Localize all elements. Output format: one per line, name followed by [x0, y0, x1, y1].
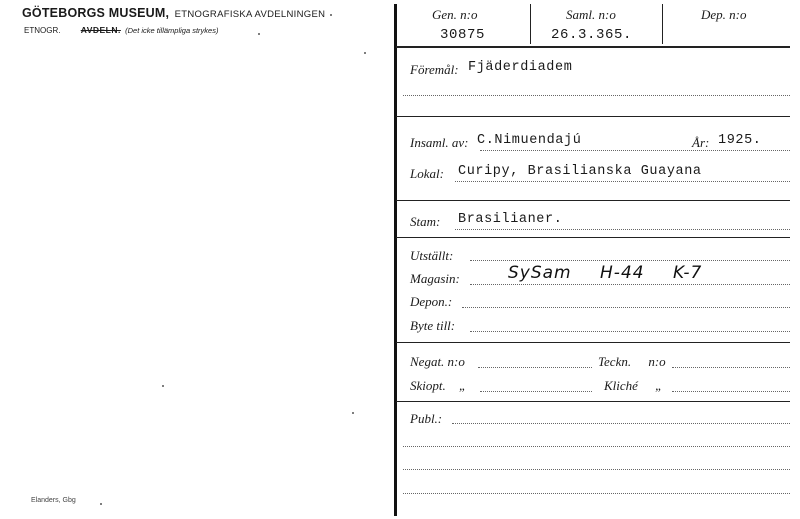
scan-speck [352, 412, 354, 414]
section-note: (Det icke tillämpliga strykes) [125, 26, 219, 35]
dotted-line [672, 391, 790, 392]
column-divider [530, 4, 531, 44]
skiopt-label: Skiopt. „ [410, 378, 467, 393]
dotted-line [470, 284, 790, 285]
scan-speck [364, 52, 366, 54]
dotted-line [403, 95, 790, 96]
stam-value: Brasilianer. [458, 212, 563, 227]
insaml-label: Insaml. av: [410, 135, 469, 150]
gen-number-label: Gen. n:o [432, 7, 478, 22]
dotted-line [672, 367, 790, 368]
section-rule [396, 237, 790, 238]
stam-label: Stam: [410, 214, 441, 229]
utstallt-label: Utställt: [410, 248, 454, 263]
dep-number-label: Dep. n:o [701, 7, 747, 22]
magasin-value: SySam H-44 K-7 [508, 263, 703, 283]
card-left-border [394, 4, 397, 516]
dotted-line [462, 307, 790, 308]
dotted-line [455, 181, 790, 182]
dotted-line [480, 150, 790, 151]
lokal-value: Curipy, Brasilianska Guayana [458, 164, 702, 179]
museum-header [22, 6, 325, 20]
dotted-line [452, 423, 790, 424]
publ-label: Publ.: [410, 411, 443, 426]
teckn-label: Teckn. n:o [598, 354, 666, 369]
ar-label: År: [692, 135, 710, 150]
dotted-line [478, 367, 592, 368]
scan-speck [100, 503, 102, 505]
saml-number-label: Saml. n:o [566, 7, 616, 22]
scan-speck [162, 385, 164, 387]
museum-name: GÖTEBORGS MUSEUM, [22, 6, 170, 20]
section-rule [396, 342, 790, 343]
dotted-line [470, 331, 790, 332]
saml-number-value: 26.3.365. [551, 27, 633, 43]
foremal-value: Fjäderdiadem [468, 60, 573, 75]
section-struck: AVDELN. [80, 25, 121, 35]
lokal-label: Lokal: [410, 166, 444, 181]
column-divider [662, 4, 663, 44]
insaml-value: C.Nimuendajú [477, 133, 582, 148]
byte-label: Byte till: [410, 318, 456, 333]
section-rule [396, 401, 790, 402]
printer-imprint: Elanders, Gbg [31, 497, 76, 504]
dotted-line [403, 493, 790, 494]
section-prefix: ETNOGR. [24, 26, 61, 35]
magasin-label: Magasin: [410, 271, 460, 286]
scan-speck [258, 33, 260, 35]
dotted-line [480, 391, 592, 392]
dotted-line [470, 260, 790, 261]
dotted-line [455, 229, 790, 230]
header-rule [396, 46, 790, 48]
gen-number-value: 30875 [440, 27, 486, 43]
dotted-line [403, 446, 790, 447]
kliche-label: Kliché „ [604, 378, 663, 393]
section-rule [396, 200, 790, 201]
dotted-line [403, 469, 790, 470]
negat-label: Negat. n:o [410, 354, 465, 369]
scan-speck [330, 14, 332, 16]
depon-label: Depon.: [410, 294, 453, 309]
section-rule [396, 116, 790, 117]
ar-value: 1925. [718, 133, 762, 148]
department-name: ETNOGRAFISKA AVDELNINGEN [174, 9, 326, 20]
foremal-label: Föremål: [410, 62, 459, 77]
section-line [24, 25, 218, 35]
